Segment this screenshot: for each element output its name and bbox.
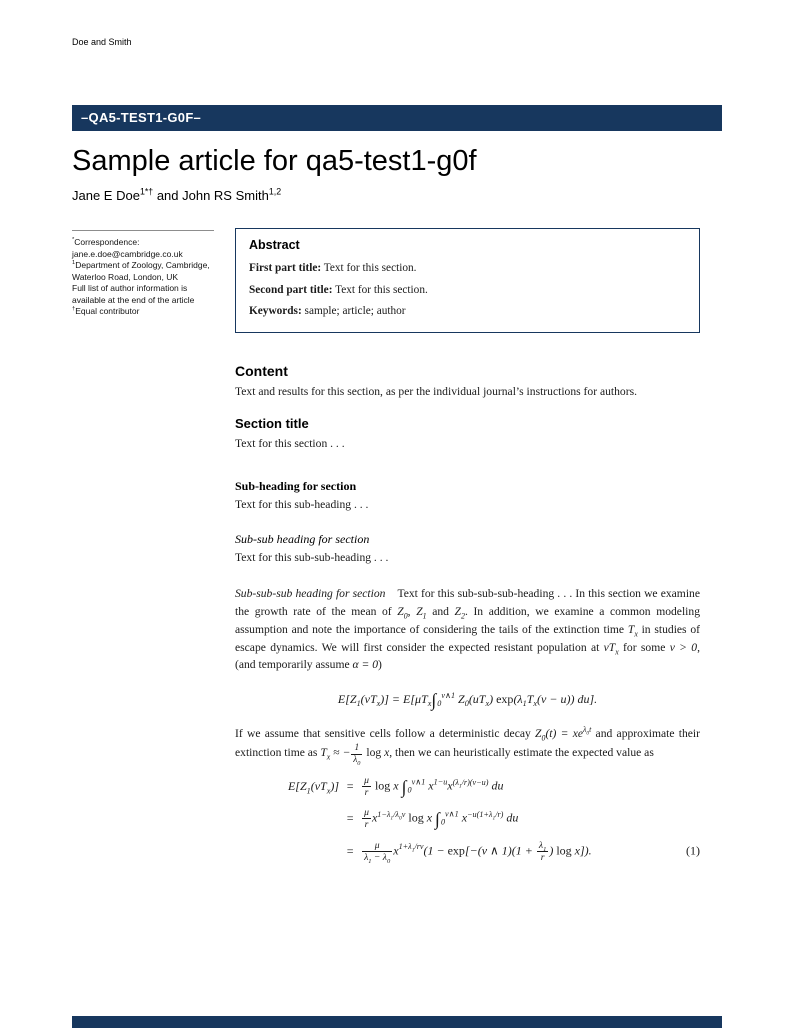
sub-heading-paragraph: Text for this sub-heading . . . <box>235 498 369 512</box>
content-heading: Content <box>235 362 288 379</box>
sub-sub-sub-paragraph <box>235 585 700 674</box>
equation-number: (1) <box>686 843 700 858</box>
equal-contributor-note: †Equal contributor <box>72 306 140 317</box>
sub-sub-paragraph: Text for this sub-sub-heading . . . <box>235 551 389 565</box>
main-column <box>235 228 700 871</box>
two-column-layout <box>72 228 722 871</box>
equals-sign: = <box>346 811 355 826</box>
abstract-keywords-text: sample; article; author <box>304 305 406 318</box>
abstract-keywords <box>249 303 686 319</box>
equals-sign: = <box>346 843 355 858</box>
equation-rhs: $\frac{\mu}{\lambda_1 - \lambda_0}$ $x^{1+\lambda_1/rv}(1 - \exp[-(v$ ∧ 1)(1 + $\frac{\lambda_1}{r}$ ) log x]). <box>364 839 592 865</box>
sidebar-divider <box>72 230 214 231</box>
authors-line: Jane E Doe$^{1*\dagger}$ and John RS Smith$^{1,2}$ <box>72 187 282 204</box>
equals-sign: = <box>346 779 355 794</box>
correspondence-label: *Correspondence: <box>72 237 140 248</box>
equation-rhs: $\frac{\mu}{r}$ $x^{1-\lambda_1/\lambda_0v}$ log x $\int_0^{v\wedge 1}$ $x^{-u(1+\lambda_1/r)}$ du <box>364 807 519 831</box>
equation-line <box>235 807 700 830</box>
equation-line <box>235 775 700 798</box>
decay-paragraph: If we assume that sensitive cells follow a deterministic decay $Z_0(t) = xe^{\lambda_0t}$ and approximate their extinction time as $T_x$ ≈ − $\frac{1}{\lambda_0}$ log x, then we can heuristically estimate the expected value as <box>235 725 700 767</box>
display-equation: $E[Z_1(vT_x)] = E[\mu T_x\int_0^{v\wedge 1}$ $Z_0(uT_x) \exp(\lambda_1T_x(v - u))$ du]. <box>337 690 598 711</box>
running-head: Doe and Smith <box>72 37 132 47</box>
sub-sub-sub-heading: Sub-sub-sub heading for section <box>235 586 386 600</box>
abstract-part-2 <box>249 282 686 298</box>
author-info-note: Full list of author information is available at the end of the article <box>72 283 195 305</box>
abstract-keywords-label: Keywords: <box>249 305 302 318</box>
section-paragraph: Text for this section . . . <box>235 437 345 451</box>
banner-text: –QA5-TEST1-G0F– <box>81 110 202 125</box>
aligned-equation-block <box>235 775 700 865</box>
abstract-part-1-text: Text for this section. <box>323 262 417 275</box>
author-notes-sidebar <box>72 228 214 871</box>
section-title-heading: Section title <box>235 416 309 432</box>
footer-banner <box>72 1016 722 1028</box>
correspondence-email[interactable]: jane.e.doe@cambridge.co.uk <box>72 248 183 259</box>
sub-heading: Sub-heading for section <box>235 479 357 494</box>
article-title: Sample article for qa5-test1-g0f <box>72 145 477 177</box>
abstract-box <box>235 228 700 332</box>
equation-rhs: $\frac{\mu}{r}$ log x $\int_0^{v\wedge 1}$ $x^{1-u}x^{(\lambda_1/r)(v-u)}$ du <box>364 775 504 799</box>
abstract-part-2-text: Text for this section. <box>335 283 428 296</box>
affiliation-note: $^1$Department of Zoology, Cambridge, Waterloo Road, London, UK <box>72 260 210 282</box>
journal-banner <box>72 105 722 131</box>
equation-lhs: $E[Z_1(vT_x)]$ <box>287 779 339 796</box>
sub-sub-heading: Sub-sub heading for section <box>235 532 370 547</box>
equation-line <box>235 840 700 863</box>
sub-sub-sub-text: Text for this sub-sub-sub-heading . . . In this section we examine the growth rate of the mean of $Z_0$, $Z_1$ and $Z_2$. In addition, we examine a common modeling assumption and note the importance of considering the tails of the extinction time $T_x$ in studies of escape dynamics. We will first consider the expected resistant population at $vT_x$ for some v > 0, (and temporarily assume α = 0) <box>235 586 700 672</box>
abstract-part-2-label: Second part title: <box>249 283 333 296</box>
abstract-part-1-label: First part title: <box>249 262 322 275</box>
abstract-part-1 <box>249 260 686 276</box>
abstract-heading: Abstract <box>249 238 300 253</box>
content-paragraph: Text and results for this section, as per the individual journal’s instructions for authors. <box>235 384 637 398</box>
